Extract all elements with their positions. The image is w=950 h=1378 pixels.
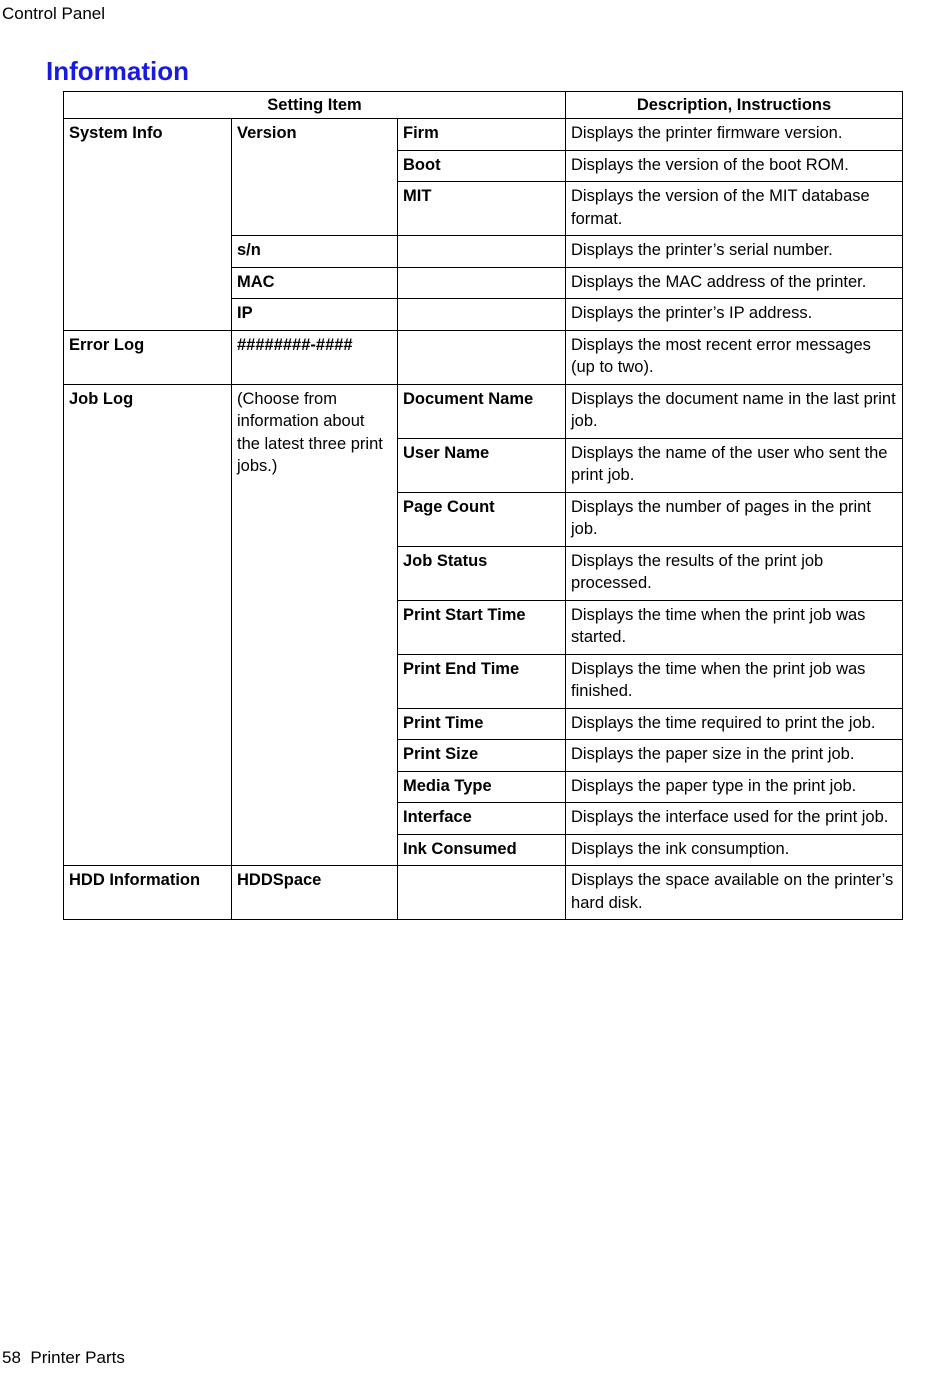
description-cell: Displays the time required to print the job. bbox=[566, 708, 903, 740]
subitem-print-time: Print Time bbox=[398, 708, 566, 740]
subitem-page-count: Page Count bbox=[398, 492, 566, 546]
item-ip: IP bbox=[232, 299, 398, 331]
subitem-ink-consumed: Ink Consumed bbox=[398, 834, 566, 866]
chapter-name: Printer Parts bbox=[30, 1348, 125, 1367]
description-cell: Displays the printer’s IP address. bbox=[566, 299, 903, 331]
page-number: 58 bbox=[2, 1348, 21, 1367]
description-cell: Displays the paper type in the print job. bbox=[566, 771, 903, 803]
subitem-mit: MIT bbox=[398, 182, 566, 236]
description-cell: Displays the name of the user who sent the print job. bbox=[566, 438, 903, 492]
item-version: Version bbox=[232, 119, 398, 236]
description-cell: Displays the version of the MIT database format. bbox=[566, 182, 903, 236]
description-cell: Displays the ink consumption. bbox=[566, 834, 903, 866]
description-cell: Displays the interface used for the print job. bbox=[566, 803, 903, 835]
description-cell: Displays the space available on the printer’s hard disk. bbox=[566, 866, 903, 920]
running-head: Control Panel bbox=[2, 4, 106, 23]
subitem-media-type: Media Type bbox=[398, 771, 566, 803]
empty-cell bbox=[398, 299, 566, 331]
description-cell: Displays the MAC address of the printer. bbox=[566, 267, 903, 299]
empty-cell bbox=[398, 236, 566, 268]
description-cell: Displays the printer firmware version. bbox=[566, 119, 903, 151]
description-cell: Displays the printer’s serial number. bbox=[566, 236, 903, 268]
item-serial-number: s/n bbox=[232, 236, 398, 268]
subitem-print-size: Print Size bbox=[398, 740, 566, 772]
table-header-row bbox=[64, 92, 903, 119]
header-setting-item: Setting Item bbox=[64, 92, 566, 119]
item-error-code: ########-#### bbox=[232, 330, 398, 384]
description-cell: Displays the results of the print job processed. bbox=[566, 546, 903, 600]
description-cell: Displays the version of the boot ROM. bbox=[566, 150, 903, 182]
subitem-print-start-time: Print Start Time bbox=[398, 600, 566, 654]
table-row bbox=[64, 119, 903, 151]
subitem-user-name: User Name bbox=[398, 438, 566, 492]
item-mac: MAC bbox=[232, 267, 398, 299]
information-table bbox=[63, 91, 903, 920]
table-row bbox=[64, 330, 903, 384]
subitem-boot: Boot bbox=[398, 150, 566, 182]
description-cell: Displays the paper size in the print job. bbox=[566, 740, 903, 772]
subitem-job-status: Job Status bbox=[398, 546, 566, 600]
subitem-document-name: Document Name bbox=[398, 384, 566, 438]
description-cell: Displays the most recent error messages (up to two). bbox=[566, 330, 903, 384]
description-cell: Displays the number of pages in the print job. bbox=[566, 492, 903, 546]
page-footer bbox=[2, 1348, 125, 1368]
table-row bbox=[64, 866, 903, 920]
description-cell: Displays the time when the print job was started. bbox=[566, 600, 903, 654]
group-job-log: Job Log bbox=[64, 384, 232, 866]
table-row bbox=[64, 384, 903, 438]
subitem-print-end-time: Print End Time bbox=[398, 654, 566, 708]
header-description: Description, Instructions bbox=[566, 92, 903, 119]
subitem-firm: Firm bbox=[398, 119, 566, 151]
subitem-interface: Interface bbox=[398, 803, 566, 835]
empty-cell bbox=[398, 866, 566, 920]
description-cell: Displays the time when the print job was finished. bbox=[566, 654, 903, 708]
item-job-log-note: (Choose from information about the latest three print jobs.) bbox=[232, 384, 398, 866]
empty-cell bbox=[398, 330, 566, 384]
group-hdd-information: HDD Information bbox=[64, 866, 232, 920]
section-title: Information bbox=[46, 56, 189, 86]
group-system-info: System Info bbox=[64, 119, 232, 331]
empty-cell bbox=[398, 267, 566, 299]
description-cell: Displays the document name in the last print job. bbox=[566, 384, 903, 438]
group-error-log: Error Log bbox=[64, 330, 232, 384]
item-hddspace: HDDSpace bbox=[232, 866, 398, 920]
